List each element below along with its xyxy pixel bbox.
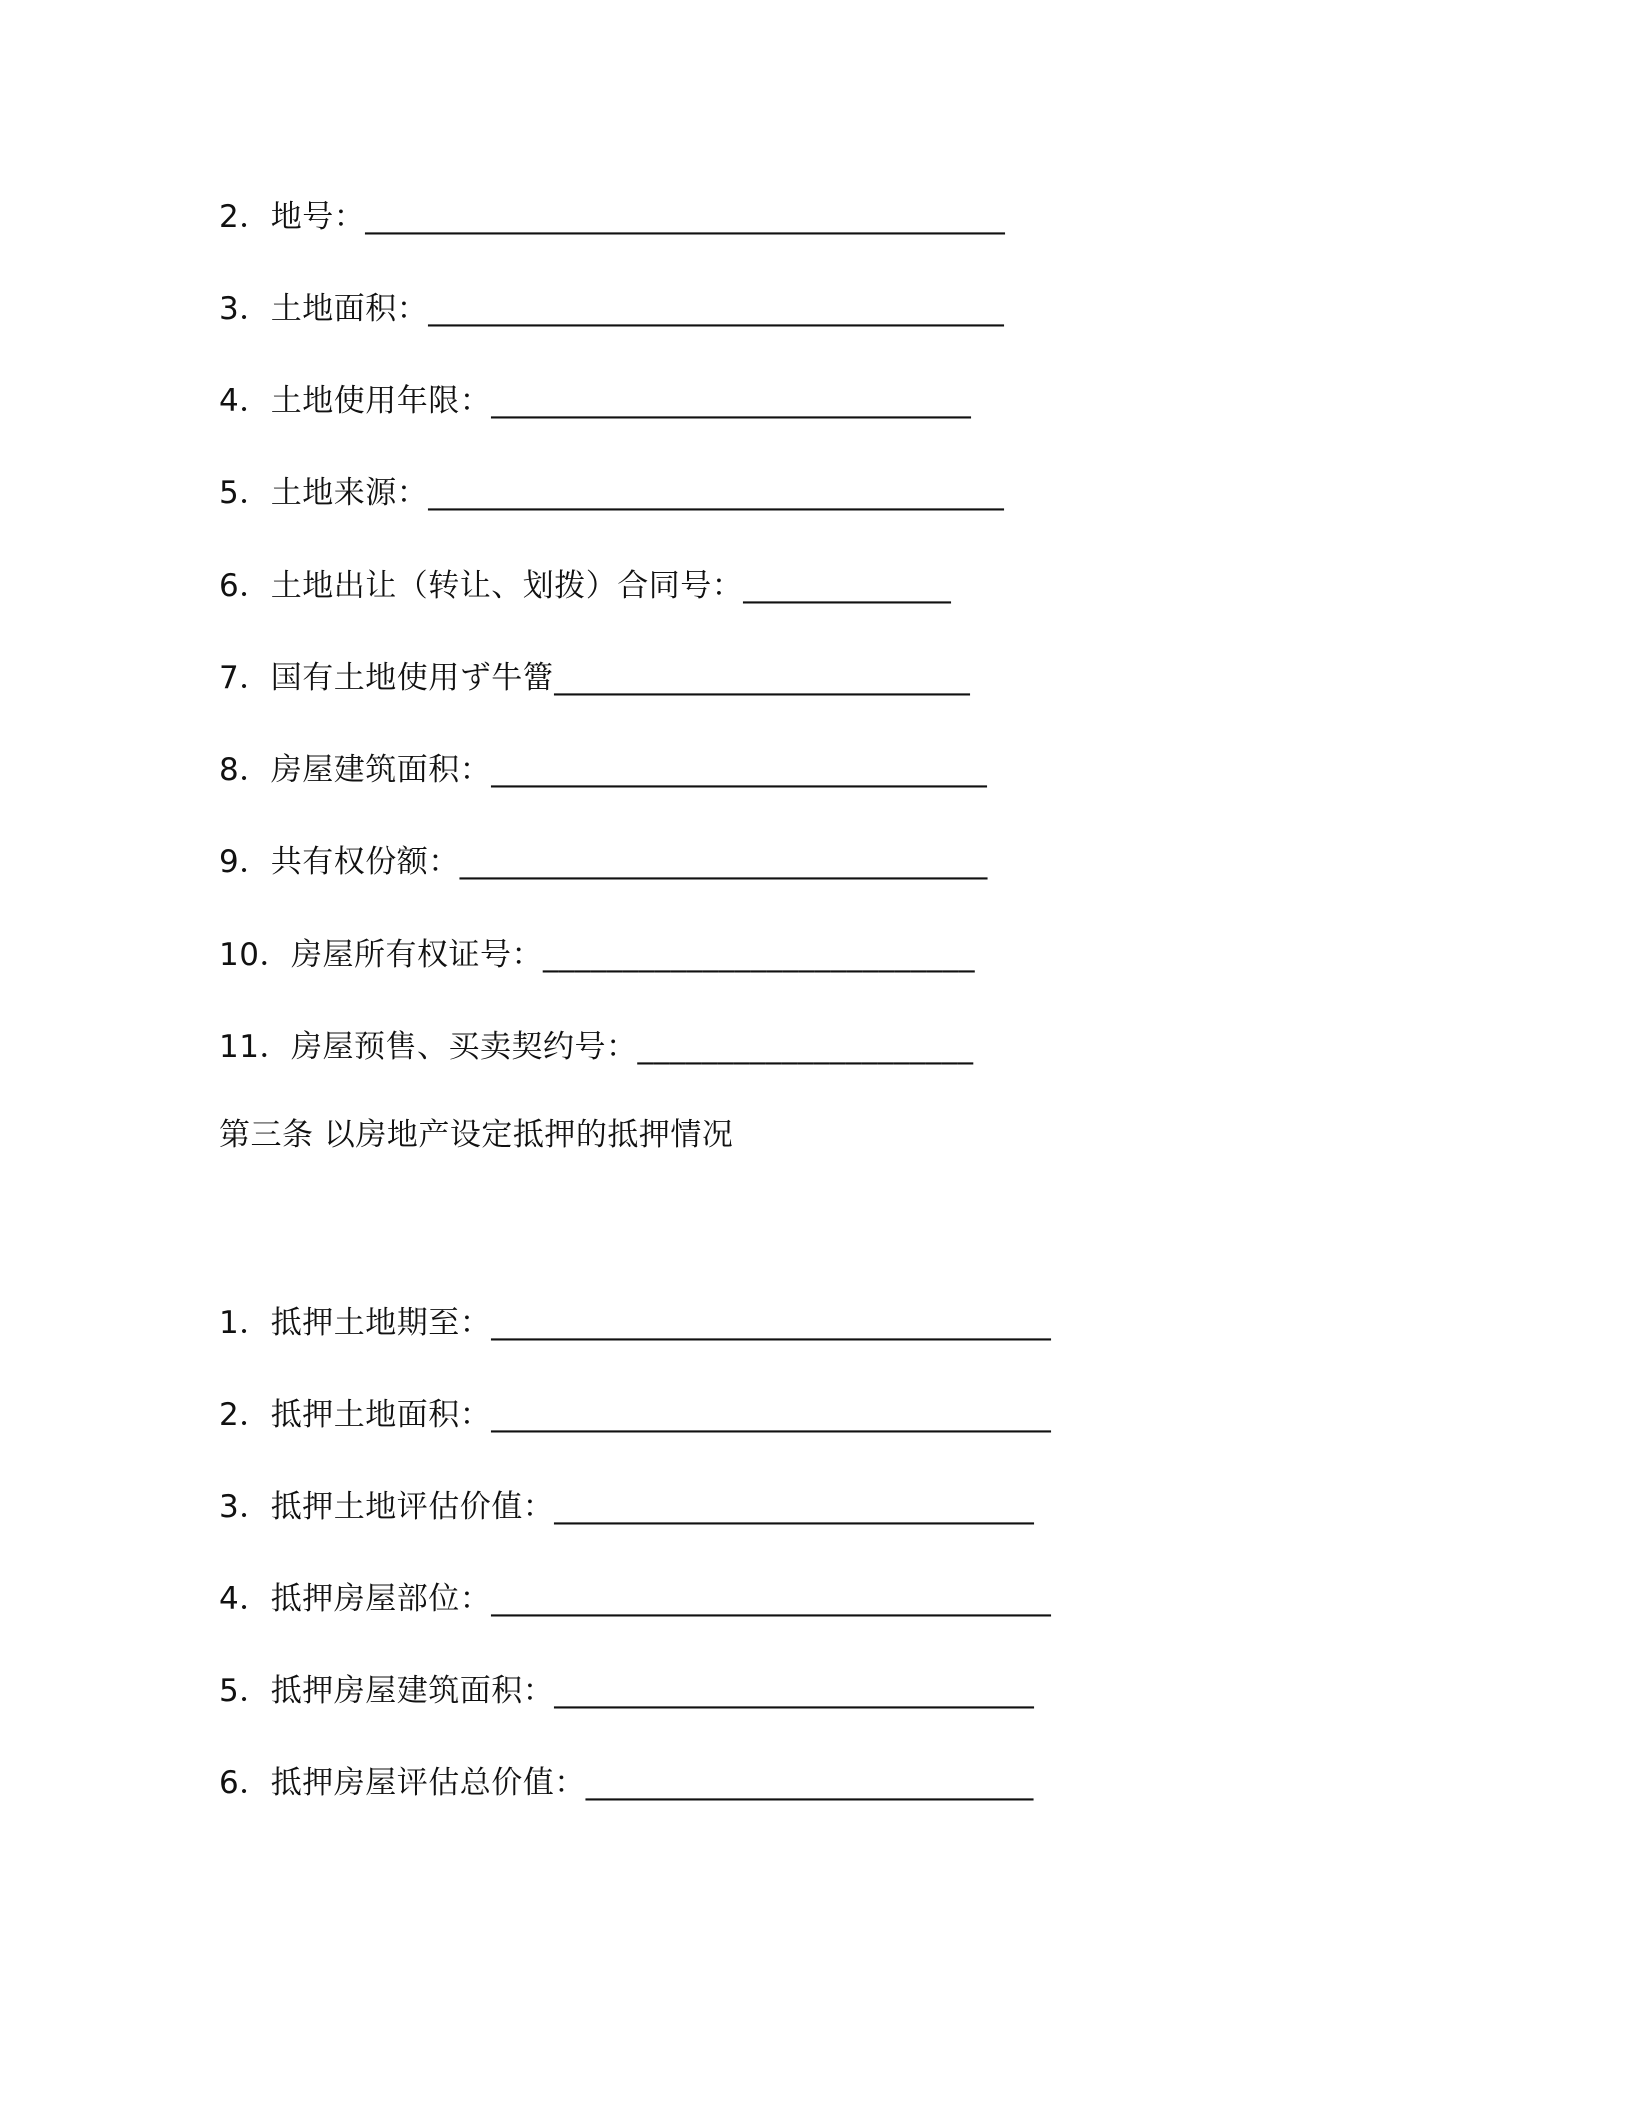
item-ownership-certificate: 10．房屋所有权证号：___________________________ — [219, 937, 975, 973]
item-mortgage-land-area: 2．抵押土地面积：___________________________________ — [219, 1397, 1052, 1433]
item-presale-contract: 11．房屋预售、买卖契约号：_____________________ — [219, 1029, 974, 1065]
section3-heading: 第三条 以房地产设定抵押的抵押情况 — [219, 1117, 734, 1153]
item-building-area: 8．房屋建筑面积：_______________________________ — [219, 752, 988, 788]
item-land-use-term: 4．土地使用年限：______________________________ — [219, 383, 972, 419]
item-shared-ownership: 9．共有权份额：_________________________________ — [219, 844, 988, 880]
item-mortgage-house-location: 4．抵押房屋部位：___________________________________ — [219, 1581, 1052, 1617]
item-mortgage-land-term: 1．抵押土地期至：___________________________________ — [219, 1305, 1052, 1341]
item-land-area: 3．土地面积：____________________________________ — [219, 291, 1005, 327]
item-land-transfer-contract: 6．土地出让（转让、划拨）合同号：_____________ — [219, 568, 952, 604]
item-state-land-use: 7．国有土地使用ず牛簹__________________________ — [219, 660, 971, 696]
item-land-source: 5．土地来源：____________________________________ — [219, 475, 1005, 511]
item-mortgage-land-value: 3．抵押土地评估价值：______________________________ — [219, 1489, 1035, 1525]
item-mortgage-house-area: 5．抵押房屋建筑面积：______________________________ — [219, 1673, 1035, 1709]
item-land-number: 2．地号：________________________________________ — [219, 199, 1006, 235]
item-mortgage-house-value: 6．抵押房屋评估总价值：____________________________ — [219, 1765, 1034, 1801]
